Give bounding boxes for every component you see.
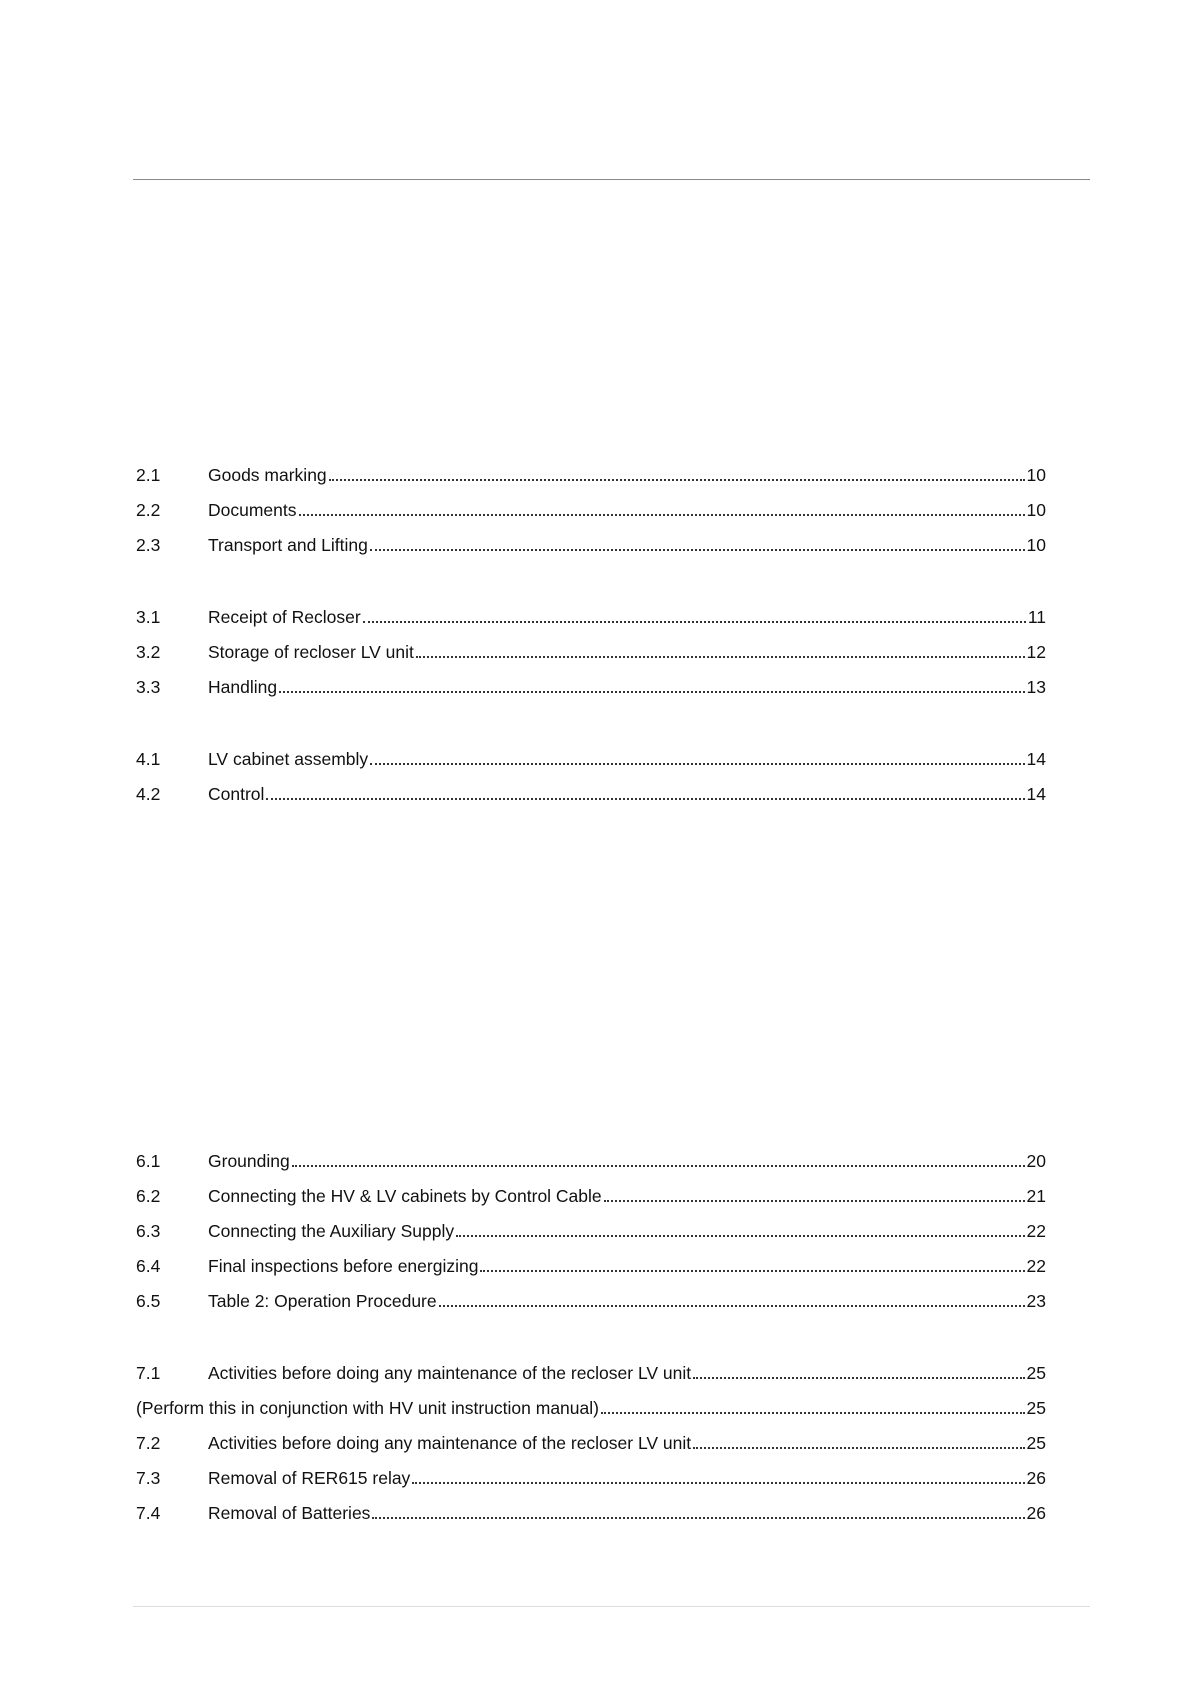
toc-entry-title: Storage of recloser LV unit xyxy=(208,642,414,662)
dot-leader xyxy=(372,1517,1024,1519)
toc-entry-number: 7.3 xyxy=(136,1468,161,1488)
toc-entry-page: 14 xyxy=(1026,749,1046,769)
dot-leader xyxy=(329,479,1025,481)
dot-leader xyxy=(480,1270,1024,1272)
toc-entry-title: Activities before doing any maintenance of the recloser LV unit xyxy=(208,1433,692,1453)
toc-entry-title: Handling xyxy=(208,677,278,697)
dot-leader xyxy=(416,656,1025,658)
toc-entry-number: 2.3 xyxy=(136,535,161,555)
toc-entry-number: 3.2 xyxy=(136,642,161,662)
toc-entry-number: 7.1 xyxy=(136,1363,161,1383)
toc-entry-page: 21 xyxy=(1026,1186,1046,1206)
toc-entry[interactable] xyxy=(136,1206,1046,1241)
toc-entry[interactable] xyxy=(136,769,1046,804)
toc-entry[interactable] xyxy=(136,662,1046,697)
toc-entry-title: Receipt of Recloser xyxy=(208,607,361,627)
footer-rule xyxy=(133,1606,1090,1607)
toc-entry[interactable] xyxy=(136,1488,1046,1523)
toc-entry[interactable] xyxy=(136,520,1046,555)
toc-entry[interactable] xyxy=(136,1418,1046,1453)
toc-entry-page: 10 xyxy=(1026,535,1046,555)
toc-entry-page: 11 xyxy=(1027,607,1046,627)
dot-leader xyxy=(266,798,1024,800)
toc-entry-title: Goods marking xyxy=(208,465,327,485)
toc-entry[interactable] xyxy=(136,1453,1046,1488)
toc-group-section-6 xyxy=(136,1136,1046,1311)
toc-entry-page: 10 xyxy=(1026,465,1046,485)
toc-entry-number: 3.3 xyxy=(136,677,161,697)
toc-entry-title: Connecting the Auxiliary Supply xyxy=(208,1221,455,1241)
toc-entry-page: 26 xyxy=(1026,1468,1046,1488)
dot-leader xyxy=(363,621,1026,623)
dot-leader xyxy=(693,1447,1024,1449)
toc-entry-title: Final inspections before energizing xyxy=(208,1256,479,1276)
toc-entry-title: (Perform this in conjunction with HV unit instruction manual) xyxy=(136,1398,599,1418)
dot-leader xyxy=(601,1412,1025,1414)
toc-group-section-3 xyxy=(136,592,1046,697)
dot-leader xyxy=(604,1200,1025,1202)
toc-entry-number: 7.2 xyxy=(136,1433,161,1453)
toc-entry-number: 2.2 xyxy=(136,500,161,520)
toc-entry-title: Table 2: Operation Procedure xyxy=(208,1291,437,1311)
dot-leader xyxy=(299,514,1025,516)
toc-entry[interactable] xyxy=(136,1276,1046,1311)
toc-entry-number: 7.4 xyxy=(136,1503,161,1523)
dot-leader xyxy=(412,1482,1024,1484)
dot-leader xyxy=(693,1377,1024,1379)
toc-entry-title: Documents xyxy=(208,500,297,520)
toc-entry-page: 22 xyxy=(1026,1221,1046,1241)
toc-entry[interactable] xyxy=(136,592,1046,627)
toc-entry[interactable] xyxy=(136,627,1046,662)
dot-leader xyxy=(292,1165,1025,1167)
dot-leader xyxy=(456,1235,1024,1237)
toc-group-section-4 xyxy=(136,734,1046,804)
toc-entry-number: 6.2 xyxy=(136,1186,161,1206)
toc-entry[interactable] xyxy=(136,485,1046,520)
toc-entry-note[interactable] xyxy=(136,1383,1046,1418)
toc-entry-title: Transport and Lifting xyxy=(208,535,368,555)
toc-entry[interactable] xyxy=(136,1136,1046,1171)
toc-entry-title: Removal of Batteries xyxy=(208,1503,371,1523)
toc-entry-page: 26 xyxy=(1026,1503,1046,1523)
toc-entry[interactable] xyxy=(136,1171,1046,1206)
toc-entry-number: 4.2 xyxy=(136,784,161,804)
dot-leader xyxy=(439,1305,1025,1307)
toc-entry-page: 20 xyxy=(1026,1151,1046,1171)
toc-entry-number: 6.1 xyxy=(136,1151,161,1171)
toc-entry-page: 13 xyxy=(1026,677,1046,697)
toc-entry[interactable] xyxy=(136,734,1046,769)
dot-leader xyxy=(370,549,1025,551)
toc-entry-title: Removal of RER615 relay xyxy=(208,1468,411,1488)
toc-entry-number: 3.1 xyxy=(136,607,161,627)
toc-entry[interactable] xyxy=(136,1241,1046,1276)
toc-entry-page: 14 xyxy=(1026,784,1046,804)
toc-entry-page: 23 xyxy=(1026,1291,1046,1311)
toc-entry-page: 25 xyxy=(1026,1363,1046,1383)
toc-group-section-2 xyxy=(136,450,1046,555)
toc-entry-page: 22 xyxy=(1026,1256,1046,1276)
toc-entry-title: Connecting the HV & LV cabinets by Control Cable xyxy=(208,1186,602,1206)
toc-entry-title: Activities before doing any maintenance of the recloser LV unit xyxy=(208,1363,692,1383)
toc-entry-page: 10 xyxy=(1026,500,1046,520)
dot-leader xyxy=(370,763,1024,765)
toc-entry-title: Grounding xyxy=(208,1151,290,1171)
toc-entry-title: LV cabinet assembly xyxy=(208,749,369,769)
toc-entry-page: 25 xyxy=(1026,1398,1046,1418)
toc-entry-page: 25 xyxy=(1026,1433,1046,1453)
toc-entry-number: 6.3 xyxy=(136,1221,161,1241)
dot-leader xyxy=(279,691,1024,693)
toc-entry[interactable] xyxy=(136,450,1046,485)
toc-entry-number: 4.1 xyxy=(136,749,161,769)
header-rule xyxy=(133,179,1090,180)
toc-group-section-7 xyxy=(136,1348,1046,1523)
toc-entry-number: 6.4 xyxy=(136,1256,161,1276)
toc-entry-page: 12 xyxy=(1026,642,1046,662)
toc-entry[interactable] xyxy=(136,1348,1046,1383)
toc-entry-number: 2.1 xyxy=(136,465,161,485)
toc-entry-number: 6.5 xyxy=(136,1291,161,1311)
toc-entry-title: Control xyxy=(208,784,265,804)
